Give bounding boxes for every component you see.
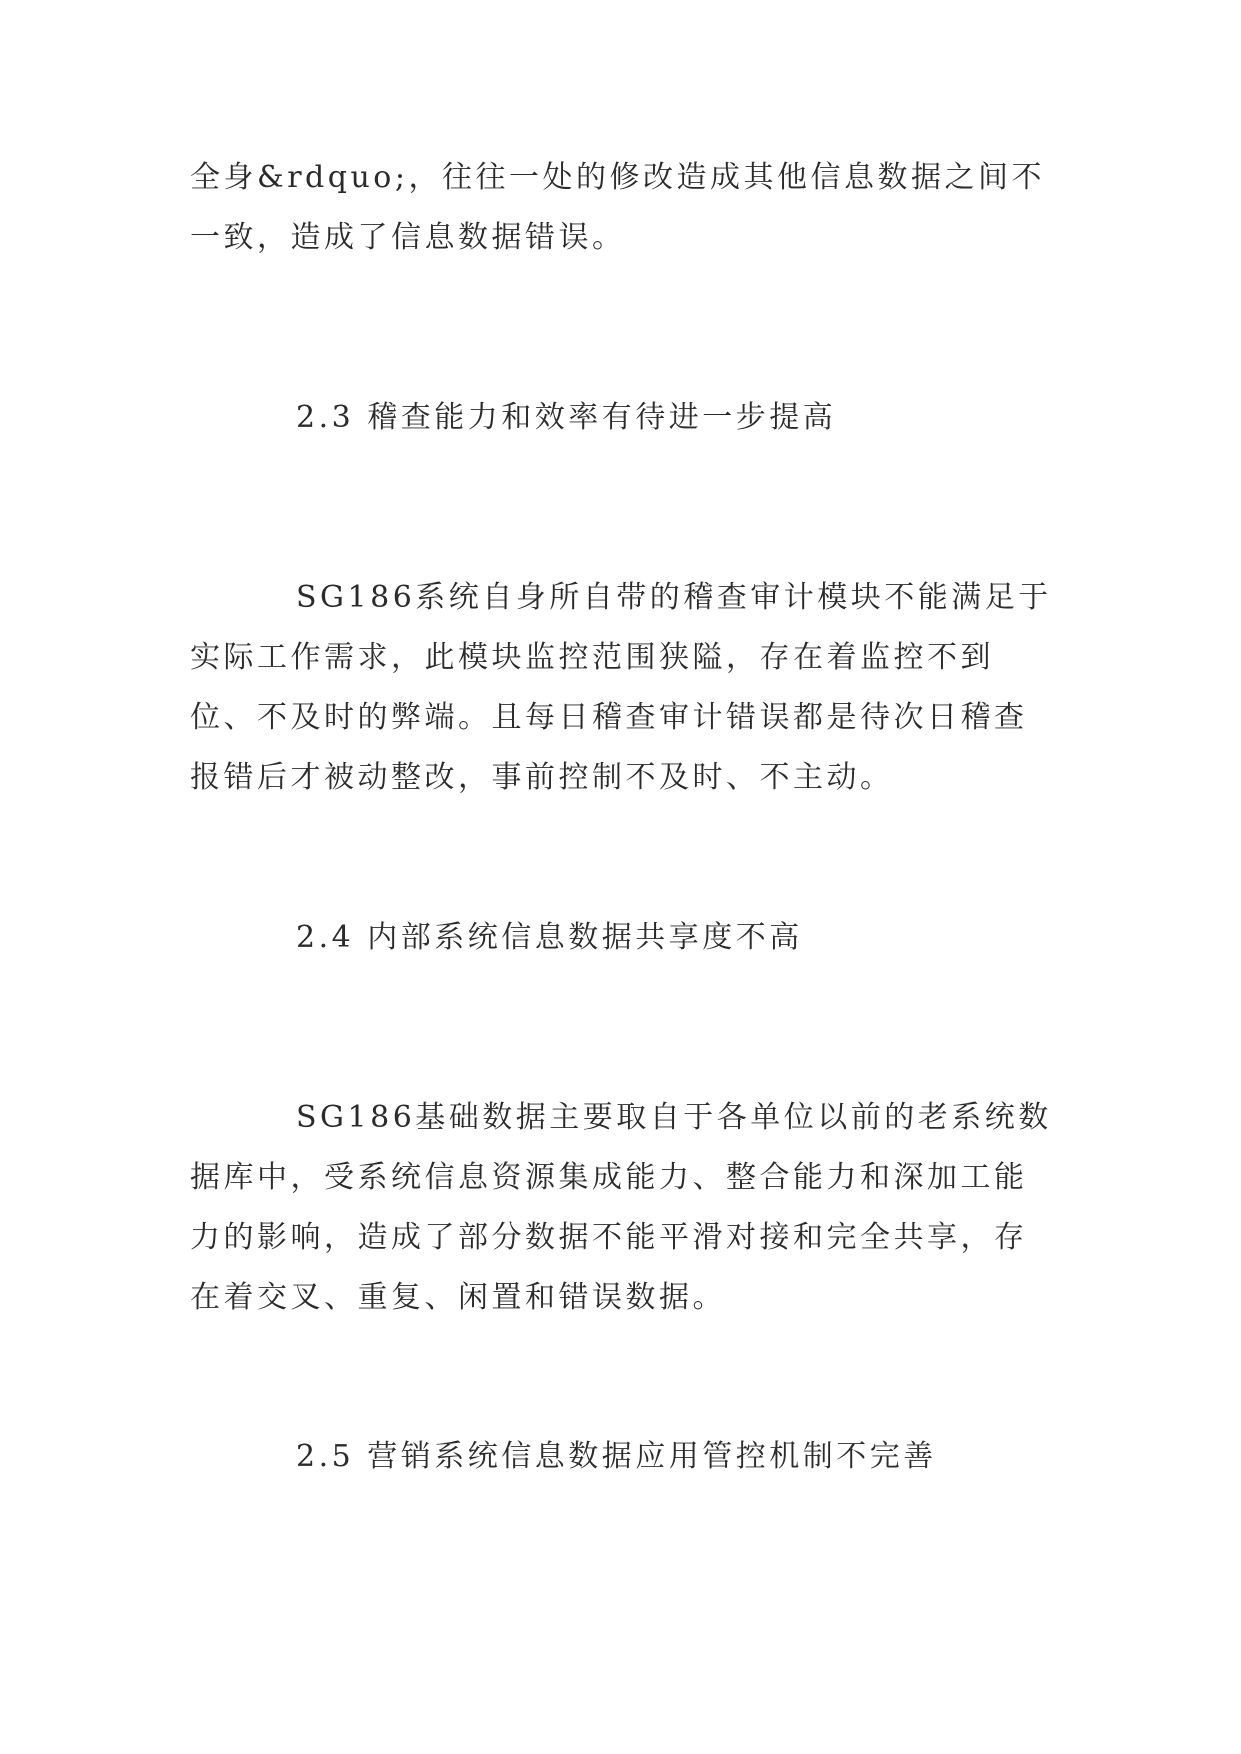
paragraph-audit-module: SG186系统自身所自带的稽查审计模块不能满足于实际工作需求，此模块监控范围狭隘，存在着监控不到位、不及时的弊端。且每日稽查审计错误都是待次日稽查报错后才被动整改，事前控制不及时、不主动。 — [190, 580, 1052, 795]
paragraph-data-inconsistency: 全身&rdquo;，往往一处的修改造成其他信息数据之间不一致，造成了信息数据错误。 — [190, 160, 1045, 255]
heading-2-4: 2.4 内部系统信息数据共享度不高 — [296, 920, 803, 955]
heading-2-3: 2.3 稽查能力和效率有待进一步提高 — [296, 400, 837, 435]
heading-2-5: 2.5 营销系统信息数据应用管控机制不完善 — [296, 1439, 937, 1474]
paragraph-data-sharing: SG186基础数据主要取自于各单位以前的老系统数据库中，受系统信息资源集成能力、整合能力和深加工能力的影响，造成了部分数据不能平滑对接和完全共享，存在着交叉、重复、闲置和错误数据。 — [190, 1100, 1052, 1315]
